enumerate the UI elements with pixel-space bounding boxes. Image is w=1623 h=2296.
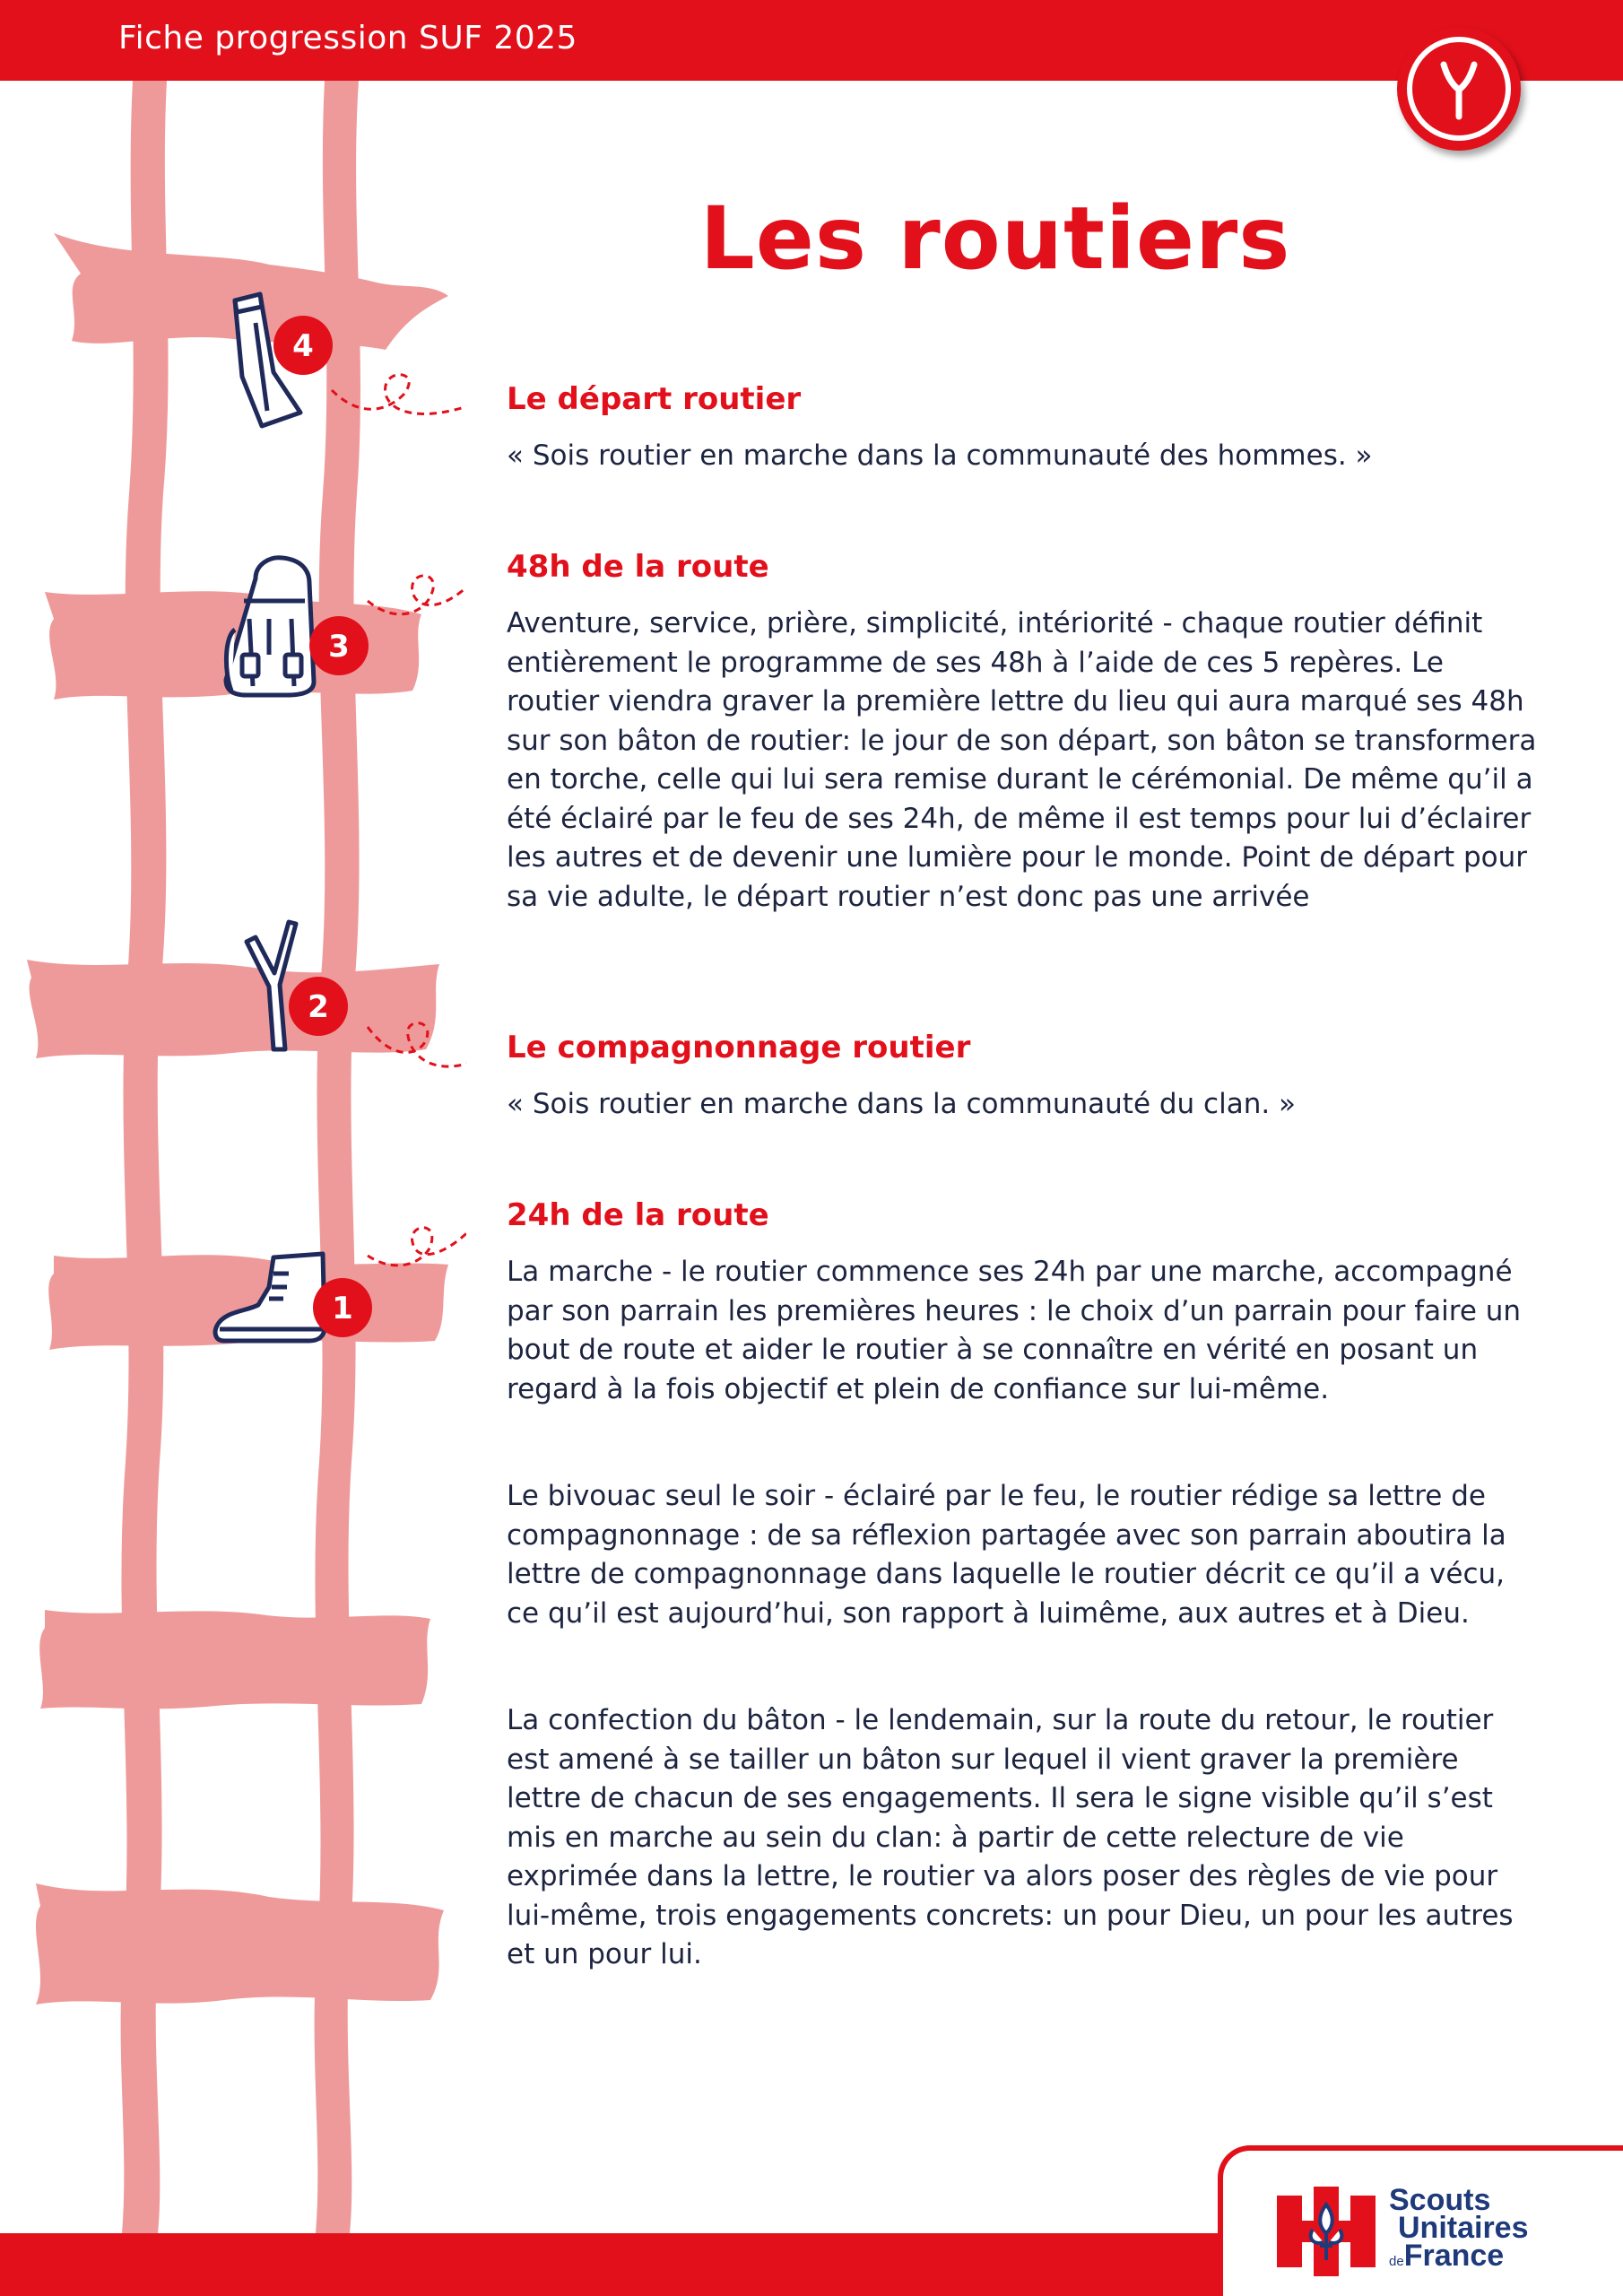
- section-48h: [507, 549, 1538, 917]
- branch-badge: [1397, 27, 1521, 151]
- section-compagnonnage: [507, 1030, 1538, 1125]
- page-title: Les routiers: [699, 188, 1291, 289]
- step-number: 2: [308, 989, 329, 1025]
- document-title: Fiche progression SUF 2025: [118, 20, 577, 57]
- section-24h: [507, 1197, 1538, 1975]
- section-text: Aventure, service, prière, simplicité, intériorité - chaque routier définit entièrement le programme de ses 48h à l’aide de ces 5 repères. Le routier viendra graver la première lettre du lieu qui aura marqué ses 48h sur son bâton de routier: le jour de son départ, son bâton se transformera en torche, celle qui lui sera remise durant le cérémonial. De même qu’il a été éclairé par le feu de ses 24h, de même il est temps pour lui d’éclairer les autres et de devenir une lumière pour le monde. Point de départ pour sa vie adulte, le départ routier n’est donc pas une arrivée: [507, 607, 1537, 913]
- ladder-rung: [27, 960, 439, 1058]
- step-number: 3: [328, 629, 350, 665]
- section-title: Le compagnonnage routier: [507, 1030, 971, 1065]
- logo-wordmark: Scouts Unitaires deFrance: [1389, 2183, 1529, 2273]
- ladder-illustration: [0, 81, 466, 2233]
- header-bar: [0, 0, 1623, 81]
- suf-emblem-icon: [1277, 2187, 1376, 2276]
- section-paragraph: La confection du bâton - le lendemain, sur la route du retour, le routier est amené à se tailler un bâton sur lequel il vient graver la première lettre de chacun de ses engagements. Il sera le signe visible qu’il s’est mis en marche au sein du clan: à partir de cette relecture de vie exprimée dans la lettre, le routier va alors poser des règles de vie pour lui-même, trois engagements concrets: un pour Dieu, un pour les autres et un pour lui.: [507, 1704, 1514, 1970]
- section-title: 24h de la route: [507, 1197, 769, 1233]
- section-paragraph: La marche - le routier commence ses 24h par une marche, accompagné par son parrain les premières heures : le choix d’un parrain pour faire un bout de route et aider le routier à se connaître en vérité en posant un regard à la fois objectif et plein de confiance sur lui-même.: [507, 1256, 1522, 1405]
- ladder-rung: [36, 1883, 444, 2005]
- dashed-trail: [368, 1220, 466, 1265]
- section-text: « Sois routier en marche dans la communauté des hommes. »: [507, 439, 1373, 472]
- section-text: « Sois routier en marche dans la communauté du clan. »: [507, 1088, 1297, 1120]
- step-number: 1: [332, 1291, 353, 1326]
- suf-logo: [1218, 2145, 1623, 2296]
- section-title: 48h de la route: [507, 549, 769, 585]
- section-title: Le départ routier: [507, 381, 802, 417]
- ladder-rung: [39, 1610, 430, 1709]
- step-number: 4: [292, 328, 314, 364]
- section-depart-routier: [507, 381, 1538, 476]
- section-paragraph: Le bivouac seul le soir - éclairé par le feu, le routier rédige sa lettre de compagnonnage : de sa réflexion partagée avec son parrain aboutira la lettre de compagnonnage dans laquelle le routier décrit ce qu’il a vécu, ce qu’il est aujourd’hui, son rapport à luimême, aux autres et à Dieu.: [507, 1480, 1506, 1630]
- rover-staff-icon: [1397, 27, 1521, 151]
